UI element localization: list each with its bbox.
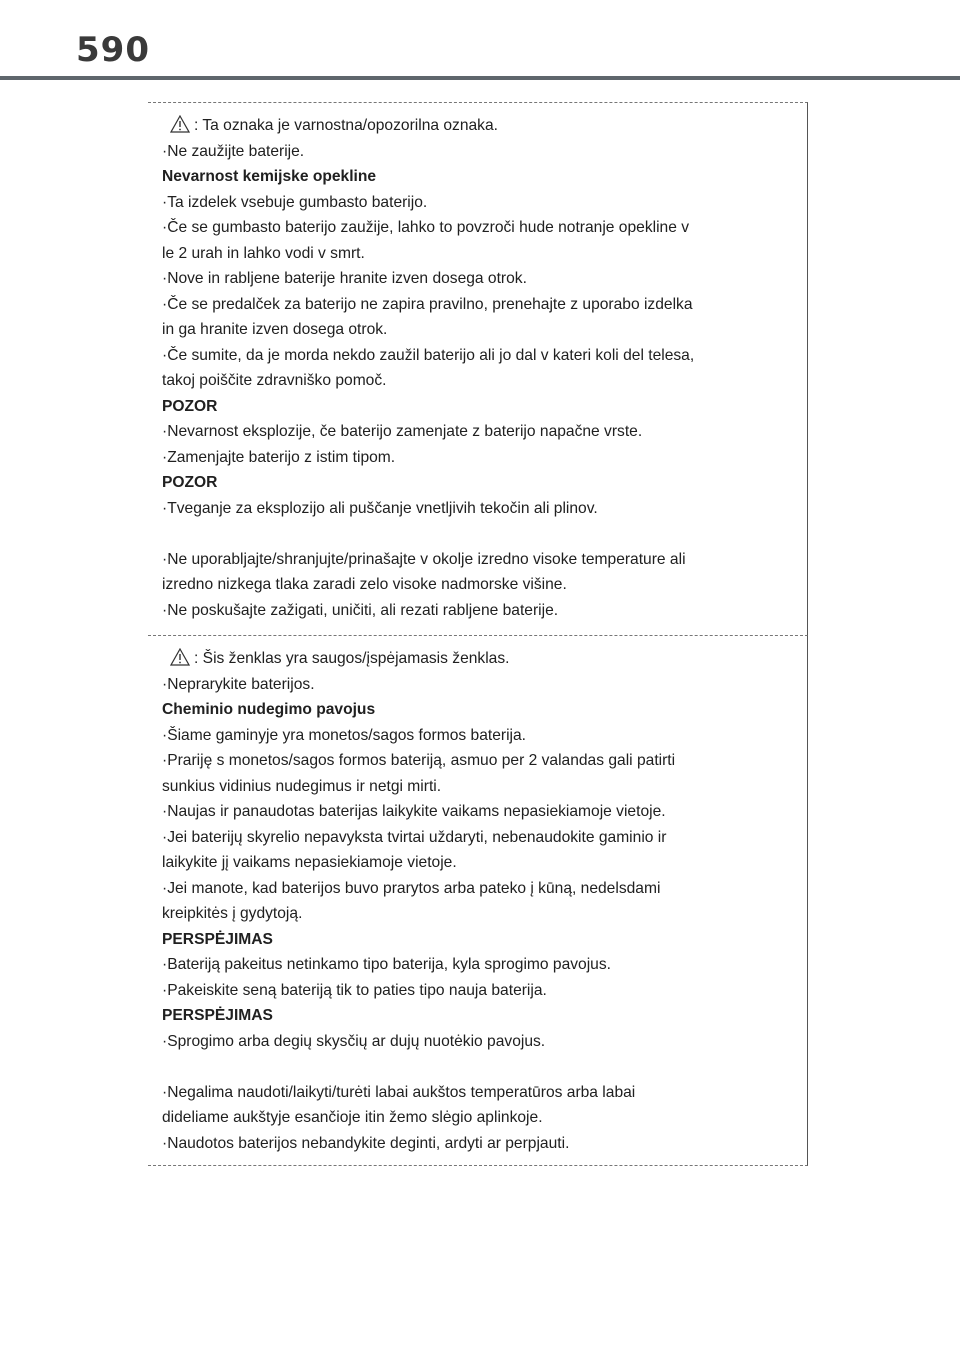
slovenian-line: le 2 urah in lahko vodi v smrt. <box>162 244 365 262</box>
slovenian-line: ·Ne zaužijte baterije. <box>162 142 305 160</box>
slovenian-warning-line <box>162 113 787 139</box>
slovenian-line: in ga hranite izven dosega otrok. <box>162 321 388 338</box>
slovenian-line: ·Ta izdelek vsebuje gumbasto baterijo. <box>162 193 428 211</box>
slovenian-line: izredno nizkega tlaka zaradi zelo visoke nadmorske višine. <box>162 576 567 593</box>
lithuanian-line: ·Prariję s monetos/sagos formos bateriją, asmuo per 2 valandas gali patirti <box>162 752 676 769</box>
slovenian-line: ·Ne uporabljajte/shranjujte/prinašajte v okolje izredno visoke temperature ali <box>162 550 686 568</box>
header-rule <box>0 76 960 80</box>
slovenian-line: ·Če se gumbasto baterijo zaužije, lahko to povzroči hude notranje opekline v <box>162 219 690 236</box>
slovenian-line: ·Ne poskušajte zažigati, uničiti, ali rezati rabljene baterije. <box>162 601 559 619</box>
lithuanian-line: ·Jei baterijų skyrelio nepavyksta tvirtai uždaryti, nebenaudokite gaminio ir <box>162 828 667 846</box>
slovenian-heading: POZOR <box>162 474 218 491</box>
lithuanian-line: ·Neprarykite baterijos. <box>162 675 315 693</box>
slovenian-line: ·Nove in rabljene baterije hranite izven dosega otrok. <box>162 270 527 287</box>
lithuanian-line: sunkius vidinius nudegimus ir netgi mirti. <box>162 777 442 795</box>
slovenian-line: ·Če sumite, da je morda nekdo zaužil baterijo ali jo dal v kateri koli del telesa, <box>162 346 695 364</box>
lithuanian-heading: PERSPĖJIMAS <box>162 1007 273 1024</box>
lithuanian-warning-text: : Šis ženklas yra saugos/įspėjamasis ženklas. <box>194 650 510 667</box>
lithuanian-line: ·Šiame gaminyje yra monetos/sagos formos baterija. <box>162 726 527 744</box>
lithuanian-line: ·Negalima naudoti/laikyti/turėti labai aukštos temperatūros arba labai <box>162 1083 636 1101</box>
slovenian-heading: Nevarnost kemijske opekline <box>162 168 377 185</box>
slovenian-line: ·Tveganje za eksplozijo ali puščanje vnetljivih tekočin ali plinov. <box>162 499 598 517</box>
slovenian-text-block <box>162 113 787 623</box>
slovenian-spacer <box>162 521 787 547</box>
lithuanian-line: ·Naujas ir panaudotas baterijas laikykite vaikams nepasiekiamoje vietoje. <box>162 803 666 820</box>
lithuanian-line: ·Jei manote, kad baterijos buvo prarytos arba pateko į kūną, nedelsdami <box>162 879 661 897</box>
lithuanian-text-block <box>162 646 787 1156</box>
slovenian-line: ·Nevarnost eksplozije, če baterijo zamenjate z baterijo napačne vrste. <box>162 423 643 440</box>
lithuanian-line: kreipkitės į gydytoją. <box>162 905 303 922</box>
lithuanian-warning-line <box>162 646 787 672</box>
lithuanian-heading: PERSPĖJIMAS <box>162 930 273 948</box>
lithuanian-line: ·Bateriją pakeitus netinkamo tipo baterija, kyla sprogimo pavojus. <box>162 956 611 973</box>
lithuanian-line: ·Pakeiskite seną bateriją tik to paties tipo nauja baterija. <box>162 981 547 999</box>
slovenian-heading: POZOR <box>162 397 218 415</box>
slovenian-warning-text: : Ta oznaka je varnostna/opozorilna oznaka. <box>194 117 498 134</box>
slovenian-line: ·Če se predalček za baterijo ne zapira pravilno, prenehajte z uporabo izdelka <box>162 295 693 313</box>
slovenian-line: takoj poiščite zdravniško pomoč. <box>162 372 387 389</box>
lithuanian-warning-box <box>148 635 808 1166</box>
slovenian-warning-box <box>148 102 808 635</box>
lithuanian-heading: Cheminio nudegimo pavojus <box>162 701 376 718</box>
warning-triangle-icon <box>170 115 190 133</box>
lithuanian-line: laikykite jį vaikams nepasiekiamoje vietoje. <box>162 854 457 871</box>
page-number: 590 <box>76 30 150 70</box>
lithuanian-line: dideliame aukštyje esančioje itin žemo slėgio aplinkoje. <box>162 1109 543 1126</box>
slovenian-line: ·Zamenjajte baterijo z istim tipom. <box>162 448 396 466</box>
warning-triangle-icon <box>170 648 190 666</box>
lithuanian-spacer <box>162 1054 787 1080</box>
lithuanian-line: ·Sprogimo arba degių skysčių ar dujų nuotėkio pavojus. <box>162 1032 546 1050</box>
lithuanian-line: ·Naudotos baterijos nebandykite deginti, ardyti ar perpjauti. <box>162 1134 570 1152</box>
